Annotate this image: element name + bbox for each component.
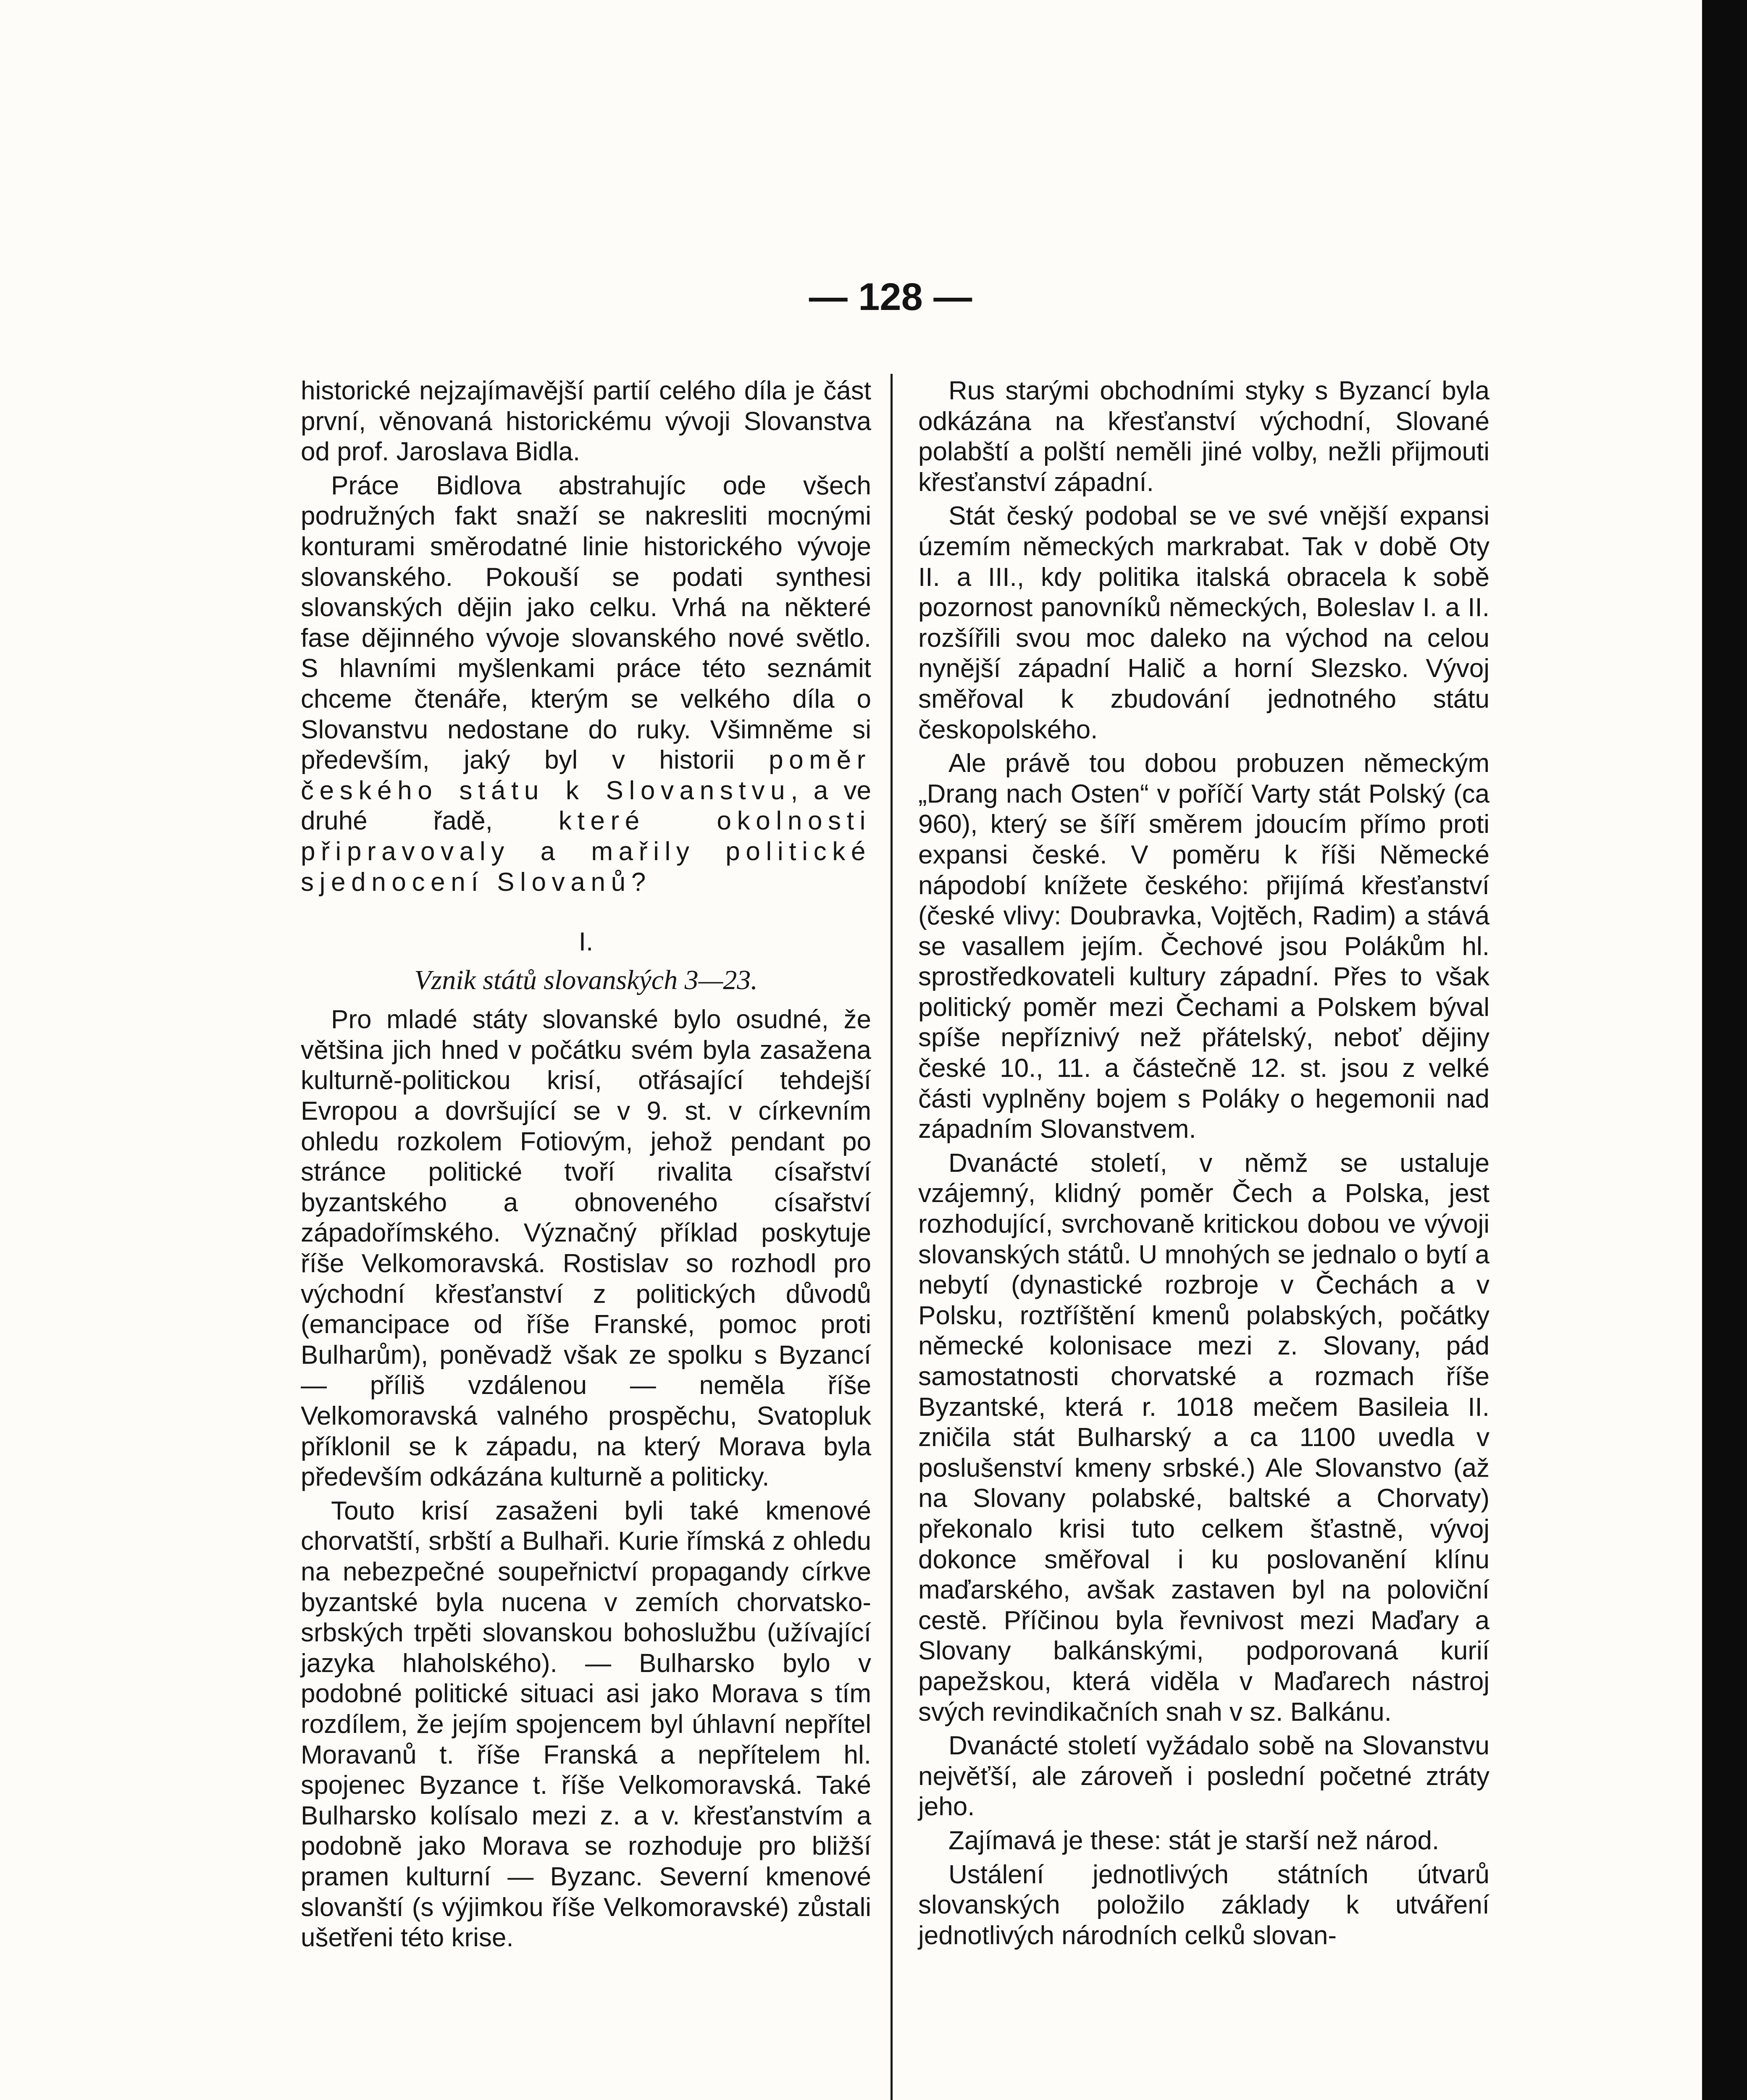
paragraph: Pro mladé státy slovanské bylo osudné, že většina jich hned v počátku svém byla zasažena kulturně-politickou krisí, otřásající tehdejší Evropou a dovršující se v 9. st. v církevním ohledu rozkolem Fotiovým, jehož pendant po stránce politické tvoří rivalita císařství byzantského a obnoveného císařství západořímského. Význačný příklad poskytuje říše Velkomoravská. Rostislav so rozhodl pro východní křesťanství z politických důvodů (emancipace od říše Franské, pomoc proti Bulharům), poněvadž však ze spolku s Byzancí — příliš vzdálenou — neměla říše Velkomoravská valného prospěchu, Svatopluk příklonil se k západu, na který Morava byla především odkázána kulturně a politicky.	[301, 1005, 871, 1492]
spaced-emphasis: poměr českého státu k Slovanstvu	[301, 746, 871, 805]
paragraph	[301, 471, 871, 898]
paragraph: historické nejzajímavější partií celého díla je část první, věnovaná historickému vývoji Slovanstva od prof. Jaroslava Bidla.	[301, 376, 871, 467]
section-title: Vznik států slovanských 3—23.	[414, 964, 758, 995]
text-run: , a ve druhé řadě,	[301, 776, 872, 836]
text-run: Práce Bidlova abstrahujíc ode všech podružných fakt snaží se nakresliti mocnými konturami směrodatné linie historického vývoje slovanského. Pokouší se podati synthesi slovanských dějin jako celku. Vrhá na některé fase dějinného vývoje slovanského nové světlo. S hlavními myšlenkami práce této seznámit chceme čtenáře, kterým se velkého díla o Slovanstvu nedostane do ruky. Všimněme si především, jaký byl v historii	[301, 471, 871, 775]
section-number: I.	[578, 927, 594, 957]
page-number: — 128 —	[809, 276, 972, 318]
paragraph: Zajímavá je these: stát je starší než národ.	[948, 1826, 1440, 1855]
left-column	[301, 376, 871, 1953]
paragraph: Touto krisí zasaženi byli také kmenové chorvatští, srbští a Bulhaři. Kurie římská z ohledu na nebezpečné soupeřnictví propagandy církve byzantské byla nucena v zemích chorvatsko-srbských trpěti slovanskou bohoslužbu (užívající jazyka hlaholského). — Bulharsko bylo v podobné politické situaci asi jako Morava s tím rozdílem, že jejím spojencem byl úhlavní nepřítel Moravanů t. říše Franská a nepřítelem hl. spojenec Byzance t. říše Velkomoravská. Také Bulharsko kolísalo mezi z. a v. křesťanstvím a podobně jako Morava se rozhoduje pro bližší pramen kulturní — Byzanc. Severní kmenové slovanští (s výjimkou říše Velkomoravské) zůstali ušetřeni této krise.	[301, 1496, 871, 1953]
paragraph: Dvanácté století vyžádalo sobě na Slovanstvu nejvěťší, ale zároveň i poslední početné ztráty jeho.	[918, 1731, 1490, 1822]
paragraph: Stát český podobal se ve své vnější expansi územím německých markrabat. Tak v době Oty II. a III., kdy politika italská obracela k sobě pozornost panovníků německých, Boleslav I. a II. rozšířili svou moc daleko na východ na celou nynější západní Halič a horní Slezsko. Vývoj směřoval k zbudování jednotného státu českopolského.	[918, 501, 1490, 744]
paragraph: Rus starými obchodními styky s Byzancí byla odkázána na křesťanství východní, Slované polabští a polští neměli jiné volby, nežli přijmouti křesťanství západní.	[918, 376, 1490, 497]
scan-edge	[1702, 0, 1747, 2100]
paragraph: Ale právě tou dobou probuzen německým „Drang nach Osten“ v poříčí Varty stát Polský (ca 960), který se šíří směrem jdoucím přímo proti expansi české. V poměru k říši Německé nápodobí knížete českého: přijímá křesťanství (české vlivy: Doubravka, Vojtěch, Radim) a stává se vasallem jejím. Čechové jsou Polákům hl. sprostředkovateli kultury západní. Přes to však politický poměr mezi Čechami a Polskem býval spíše nepříznivý než přátelský, neboť dějiny české 10., 11. a částečně 12. st. jsou z velké části vyplněny bojem s Poláky o hegemonii nad západním Slovanstvem.	[918, 749, 1490, 1144]
right-column	[918, 376, 1490, 1951]
paragraph: Ustálení jednotlivých státních útvarů slovanských položilo základy k utváření jednotlivých národních celků slovan-	[918, 1860, 1490, 1950]
paragraph: Dvanácté století, v němž se ustaluje vzájemný, klidný poměr Čech a Polska, jest rozhodující, svrchovaně kritickou dobou ve vývoji slovanských států. U mnohých se jednalo o bytí a nebytí (dynastické rozbroje v Čechách a v Polsku, roztříštění kmenů polabských, počátky německé kolonisace mezi z. Slovany, pád samostatnosti chorvatské a rozmach říše Byzantské, která r. 1018 mečem Basileia II. zničila stát Bulharský a ca 1100 uvedla v poslušenství kmeny srbské.) Ale Slovanstvo (až na Slovany polabské, baltské a Chorvaty) překonalo krisi tuto celkem šťastně, vývoj dokonce směřoval i ku poslovanění klínu maďarského, avšak zastaven byl na poloviční cestě. Příčinou byla řevnivost mezi Maďary a Slovany balkánskými, podporovaná kurií papežskou, která viděla v Maďarech nástroj svých revindikačních snah v sz. Balkánu.	[918, 1148, 1490, 1727]
column-divider	[891, 374, 893, 2100]
spaced-emphasis: které okolnosti připravovaly a mařily politické sjednocení Slovanů?	[301, 806, 871, 897]
